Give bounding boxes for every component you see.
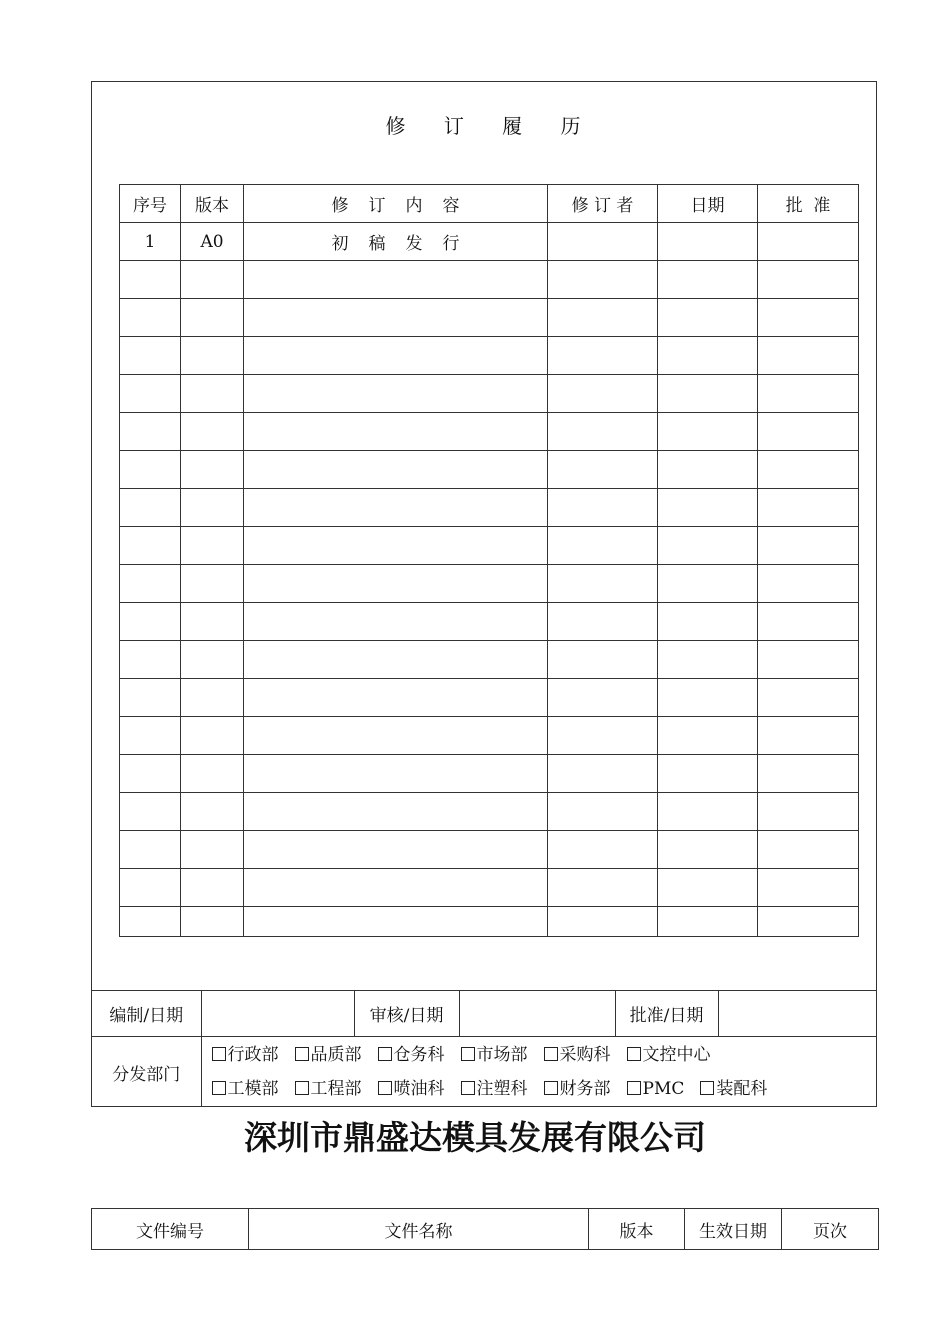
- cell-reviser[interactable]: [548, 717, 658, 755]
- cell-date[interactable]: [658, 489, 758, 527]
- cell-approve[interactable]: [758, 603, 859, 641]
- department-checkbox[interactable]: [378, 1038, 445, 1072]
- cell-reviser[interactable]: [548, 755, 658, 793]
- cell-reviser[interactable]: [548, 641, 658, 679]
- cell-content[interactable]: [244, 375, 548, 413]
- cell-seq[interactable]: [120, 261, 181, 299]
- cell-approve[interactable]: [758, 907, 859, 937]
- cell-date[interactable]: [658, 261, 758, 299]
- approve-field[interactable]: [718, 991, 876, 1037]
- cell-seq[interactable]: [120, 337, 181, 375]
- department-label: PMC: [642, 1079, 685, 1099]
- cell-date[interactable]: [658, 907, 758, 937]
- cell-date[interactable]: [658, 451, 758, 489]
- cell-date[interactable]: [658, 717, 758, 755]
- header-date: 日期: [658, 185, 758, 223]
- cell-seq[interactable]: [120, 717, 181, 755]
- cell-version[interactable]: A0: [181, 223, 244, 261]
- page-title: 修 订 履 历: [385, 114, 583, 138]
- cell-version[interactable]: [181, 755, 244, 793]
- table-header-row: [120, 185, 859, 223]
- cell-content[interactable]: [244, 831, 548, 869]
- compile-label: 编制/日期: [92, 991, 201, 1037]
- cell-version[interactable]: [181, 261, 244, 299]
- department-label: 文控中心: [642, 1045, 711, 1065]
- cell-reviser[interactable]: [548, 869, 658, 907]
- cell-content[interactable]: [244, 527, 548, 565]
- cell-version[interactable]: [181, 527, 244, 565]
- cell-reviser[interactable]: [548, 831, 658, 869]
- cell-date[interactable]: [658, 679, 758, 717]
- cell-date[interactable]: [658, 337, 758, 375]
- checkbox-icon[interactable]: [295, 1047, 309, 1061]
- cell-approve[interactable]: [758, 451, 859, 489]
- table-row: [120, 337, 859, 375]
- cell-approve[interactable]: [758, 869, 859, 907]
- department-checkbox[interactable]: [461, 1072, 528, 1106]
- department-line-1: [212, 1038, 877, 1072]
- cell-content[interactable]: 初 稿 发 行: [244, 223, 548, 261]
- department-checkbox[interactable]: [461, 1038, 528, 1072]
- checkbox-icon[interactable]: [627, 1081, 641, 1095]
- cell-seq[interactable]: [120, 907, 181, 937]
- cell-date[interactable]: [658, 375, 758, 413]
- cell-reviser[interactable]: [548, 299, 658, 337]
- cell-seq[interactable]: [120, 565, 181, 603]
- department-checkbox[interactable]: [700, 1072, 767, 1106]
- checkbox-icon[interactable]: [700, 1081, 714, 1095]
- cell-content[interactable]: [244, 565, 548, 603]
- document-footer-table: [91, 1208, 879, 1250]
- cell-approve[interactable]: [758, 793, 859, 831]
- checkbox-icon[interactable]: [378, 1047, 392, 1061]
- table-row: [120, 451, 859, 489]
- cell-reviser[interactable]: [548, 603, 658, 641]
- cell-approve[interactable]: [758, 413, 859, 451]
- cell-version[interactable]: [181, 679, 244, 717]
- department-label: 装配科: [716, 1079, 768, 1099]
- cell-seq[interactable]: [120, 375, 181, 413]
- cell-date[interactable]: [658, 223, 758, 261]
- header-content: 修 订 内 容: [244, 185, 548, 223]
- cell-content[interactable]: [244, 261, 548, 299]
- department-label: 喷油科: [393, 1079, 445, 1099]
- cell-content[interactable]: [244, 641, 548, 679]
- cell-seq[interactable]: [120, 489, 181, 527]
- cell-version[interactable]: [181, 451, 244, 489]
- cell-content[interactable]: [244, 679, 548, 717]
- cell-approve[interactable]: [758, 375, 859, 413]
- header-seq: 序号: [120, 185, 181, 223]
- cell-version[interactable]: [181, 489, 244, 527]
- revision-history-frame: [91, 81, 877, 1107]
- table-row: [120, 831, 859, 869]
- cell-content[interactable]: [244, 793, 548, 831]
- cell-approve[interactable]: [758, 717, 859, 755]
- header-version: 版本: [181, 185, 244, 223]
- table-row: [120, 489, 859, 527]
- distribution-row: [92, 1037, 876, 1108]
- cell-version[interactable]: [181, 413, 244, 451]
- department-list: [201, 1037, 876, 1108]
- checkbox-icon[interactable]: [461, 1081, 475, 1095]
- table-row: [120, 603, 859, 641]
- cell-seq[interactable]: [120, 793, 181, 831]
- review-field[interactable]: [459, 991, 615, 1037]
- approve-label: 批准/日期: [615, 991, 718, 1037]
- department-line-2: [212, 1072, 877, 1106]
- cell-approve[interactable]: [758, 489, 859, 527]
- cell-content[interactable]: [244, 489, 548, 527]
- department-checkbox[interactable]: [295, 1038, 362, 1072]
- cell-content[interactable]: [244, 337, 548, 375]
- department-label: 工模部: [227, 1079, 279, 1099]
- cell-reviser[interactable]: [548, 527, 658, 565]
- cell-reviser[interactable]: [548, 489, 658, 527]
- cell-version[interactable]: [181, 603, 244, 641]
- company-name: 深圳市鼎盛达模具发展有限公司: [244, 1118, 706, 1157]
- cell-reviser[interactable]: [548, 679, 658, 717]
- checkbox-icon[interactable]: [378, 1081, 392, 1095]
- cell-version[interactable]: [181, 375, 244, 413]
- cell-seq[interactable]: [120, 413, 181, 451]
- cell-seq[interactable]: [120, 869, 181, 907]
- department-label: 品质部: [310, 1045, 362, 1065]
- cell-seq[interactable]: [120, 679, 181, 717]
- table-row: [120, 299, 859, 337]
- department-label: 行政部: [227, 1045, 279, 1065]
- cell-approve[interactable]: [758, 337, 859, 375]
- cell-reviser[interactable]: [548, 413, 658, 451]
- table-row: [120, 907, 859, 937]
- cell-content[interactable]: [244, 451, 548, 489]
- distribution-label: 分发部门: [92, 1037, 201, 1108]
- cell-content[interactable]: [244, 413, 548, 451]
- cell-approve[interactable]: [758, 679, 859, 717]
- table-row: [120, 527, 859, 565]
- table-row: [120, 413, 859, 451]
- checkbox-icon[interactable]: [461, 1047, 475, 1061]
- cell-date[interactable]: [658, 793, 758, 831]
- department-checkbox[interactable]: [544, 1038, 611, 1072]
- cell-approve[interactable]: [758, 565, 859, 603]
- checkbox-icon[interactable]: [544, 1047, 558, 1061]
- cell-reviser[interactable]: [548, 223, 658, 261]
- footer-page: 页次: [782, 1209, 879, 1250]
- department-label: 采购科: [559, 1045, 611, 1065]
- cell-version[interactable]: [181, 717, 244, 755]
- cell-version[interactable]: [181, 299, 244, 337]
- cell-date[interactable]: [658, 831, 758, 869]
- cell-version[interactable]: [181, 793, 244, 831]
- cell-approve[interactable]: [758, 755, 859, 793]
- cell-seq[interactable]: [120, 641, 181, 679]
- cell-seq[interactable]: [120, 527, 181, 565]
- cell-seq[interactable]: [120, 603, 181, 641]
- table-row: [120, 755, 859, 793]
- table-row: [120, 793, 859, 831]
- cell-approve[interactable]: [758, 299, 859, 337]
- cell-date[interactable]: [658, 641, 758, 679]
- cell-seq[interactable]: 1: [120, 223, 181, 261]
- cell-seq[interactable]: [120, 831, 181, 869]
- cell-reviser[interactable]: [548, 375, 658, 413]
- department-checkbox[interactable]: [627, 1072, 685, 1106]
- cell-reviser[interactable]: [548, 565, 658, 603]
- department-checkbox[interactable]: [212, 1038, 279, 1072]
- footer-doc-name: 文件名称: [249, 1209, 589, 1250]
- cell-seq[interactable]: [120, 755, 181, 793]
- footer-row: [92, 1209, 879, 1250]
- cell-version[interactable]: [181, 565, 244, 603]
- checkbox-icon[interactable]: [544, 1081, 558, 1095]
- revision-table: [119, 184, 859, 937]
- cell-date[interactable]: [658, 869, 758, 907]
- table-row: [120, 261, 859, 299]
- cell-date[interactable]: [658, 527, 758, 565]
- department-checkbox[interactable]: [295, 1072, 362, 1106]
- cell-reviser[interactable]: [548, 451, 658, 489]
- cell-reviser[interactable]: [548, 261, 658, 299]
- cell-seq[interactable]: [120, 451, 181, 489]
- cell-approve[interactable]: [758, 831, 859, 869]
- cell-date[interactable]: [658, 565, 758, 603]
- cell-version[interactable]: [181, 907, 244, 937]
- cell-content[interactable]: [244, 755, 548, 793]
- cell-approve[interactable]: [758, 223, 859, 261]
- cell-date[interactable]: [658, 299, 758, 337]
- header-reviser: 修 订 者: [548, 185, 658, 223]
- department-checkbox[interactable]: [627, 1038, 711, 1072]
- table-row: [120, 565, 859, 603]
- department-label: 注塑科: [476, 1079, 528, 1099]
- checkbox-icon[interactable]: [295, 1081, 309, 1095]
- table-row: [120, 641, 859, 679]
- footer-effective-date: 生效日期: [685, 1209, 782, 1250]
- checkbox-icon[interactable]: [212, 1081, 226, 1095]
- cell-approve[interactable]: [758, 641, 859, 679]
- table-row: [120, 223, 859, 261]
- cell-content[interactable]: [244, 603, 548, 641]
- cell-reviser[interactable]: [548, 793, 658, 831]
- cell-reviser[interactable]: [548, 907, 658, 937]
- cell-version[interactable]: [181, 831, 244, 869]
- cell-version[interactable]: [181, 337, 244, 375]
- cell-content[interactable]: [244, 717, 548, 755]
- cell-content[interactable]: [244, 299, 548, 337]
- checkbox-icon[interactable]: [627, 1047, 641, 1061]
- signoff-table: [92, 990, 876, 1107]
- table-row: [120, 679, 859, 717]
- footer-version: 版本: [589, 1209, 685, 1250]
- table-row: [120, 717, 859, 755]
- signoff-row: [92, 991, 876, 1037]
- cell-approve[interactable]: [758, 261, 859, 299]
- department-checkbox[interactable]: [212, 1072, 279, 1106]
- footer-doc-no: 文件编号: [92, 1209, 249, 1250]
- checkbox-icon[interactable]: [212, 1047, 226, 1061]
- cell-content[interactable]: [244, 907, 548, 937]
- cell-approve[interactable]: [758, 527, 859, 565]
- table-row: [120, 375, 859, 413]
- cell-content[interactable]: [244, 869, 548, 907]
- department-label: 仓务科: [393, 1045, 445, 1065]
- cell-version[interactable]: [181, 869, 244, 907]
- department-checkbox[interactable]: [378, 1072, 445, 1106]
- department-label: 财务部: [559, 1079, 611, 1099]
- department-checkbox[interactable]: [544, 1072, 611, 1106]
- cell-seq[interactable]: [120, 299, 181, 337]
- compile-field[interactable]: [201, 991, 354, 1037]
- department-label: 市场部: [476, 1045, 528, 1065]
- header-approve: 批 准: [758, 185, 859, 223]
- cell-reviser[interactable]: [548, 337, 658, 375]
- cell-date[interactable]: [658, 755, 758, 793]
- table-row: [120, 869, 859, 907]
- department-label: 工程部: [310, 1079, 362, 1099]
- cell-version[interactable]: [181, 641, 244, 679]
- cell-date[interactable]: [658, 603, 758, 641]
- review-label: 审核/日期: [354, 991, 459, 1037]
- cell-date[interactable]: [658, 413, 758, 451]
